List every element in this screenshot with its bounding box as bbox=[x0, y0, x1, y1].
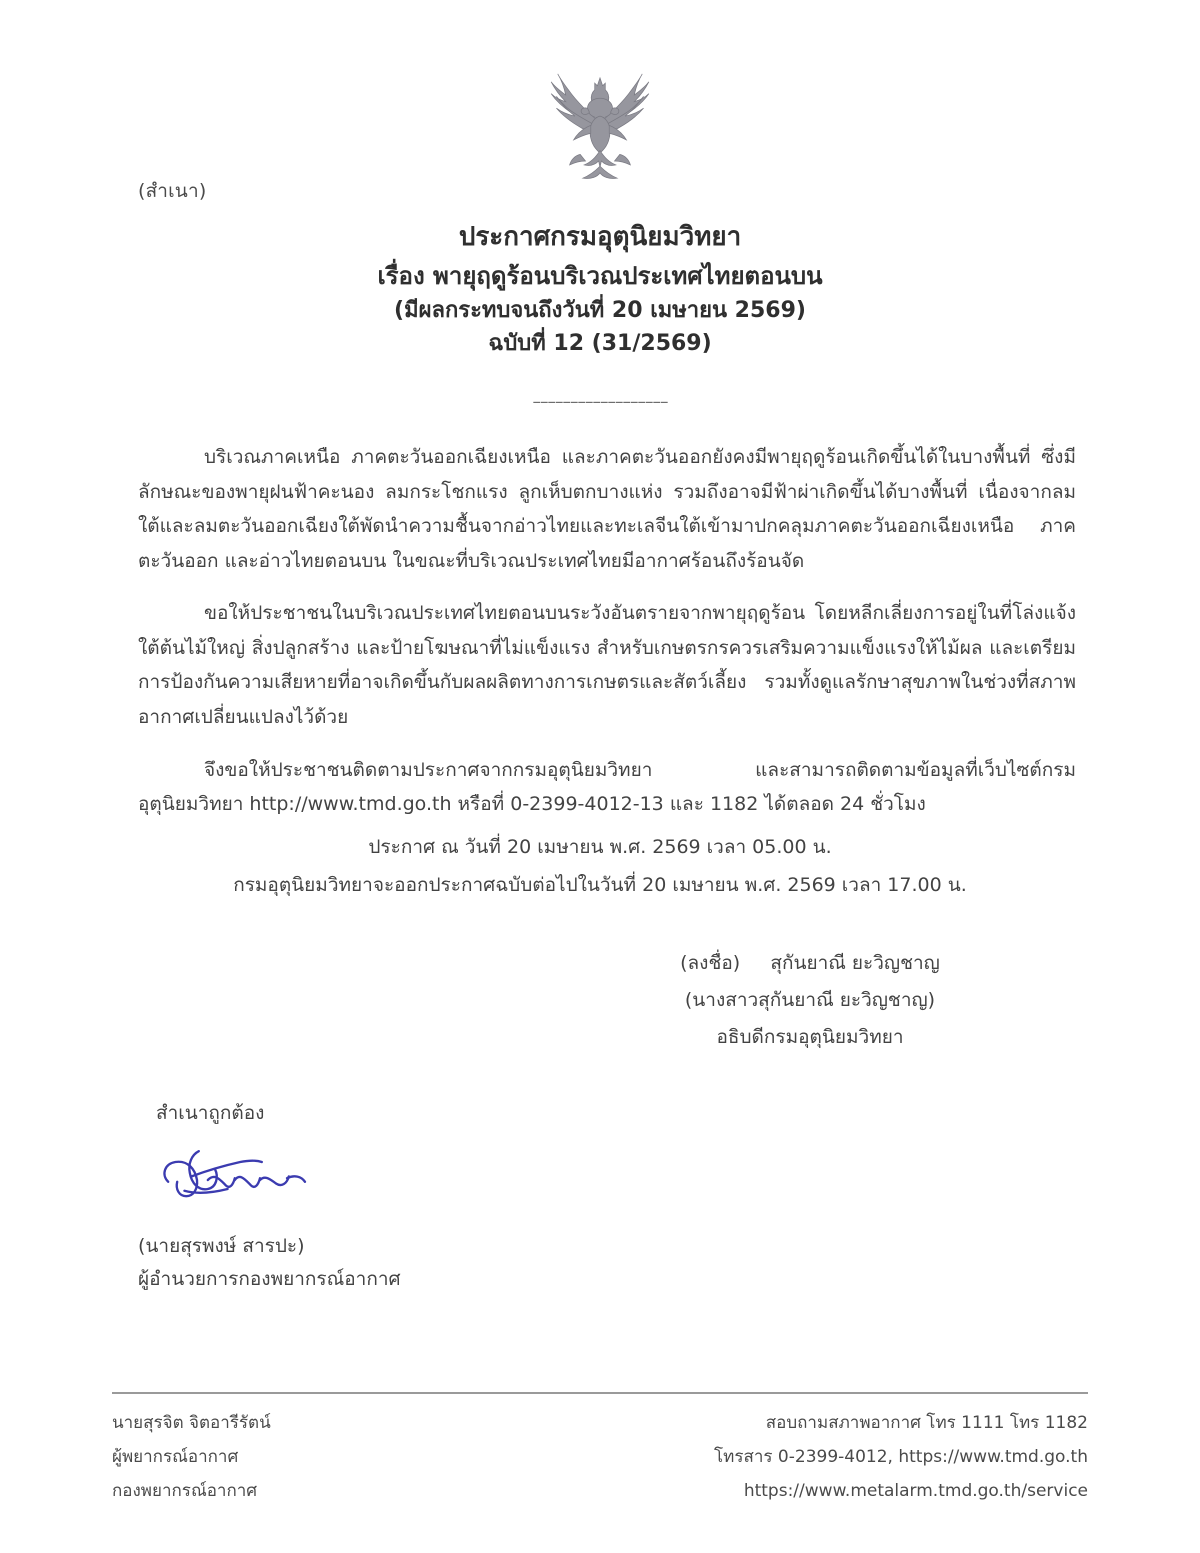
footer-phone-line: สอบถามสภาพอากาศ โทร 1111 โทร 1182 bbox=[765, 1413, 1088, 1433]
body-paragraph-2: ขอให้ประชาชนในบริเวณประเทศไทยตอนบนระวังอันตรายจากพายุฤดูร้อน โดยหลีกเลี่ยงการอยู่ในที่โล่งแจ้ง ใต้ต้นไม้ใหญ่ สิ่งปลูกสร้าง และป้ายโฆษณาที่ไม่แข็งแรง สำหรับเกษตรกรควรเสริมความแข็งแรงให้ไม้ผล และเตรียมการป้องกันความเสียหายที่อาจเกิดขึ้นกับผลผลิตทางการเกษตรและสัตว์เลี้ยง รวมทั้งดูแลรักษาสุขภาพในช่วงที่สภาพอากาศเปลี่ยนแปลงไว้ด้วย bbox=[138, 602, 1076, 729]
copy-marker: (สำเนา) bbox=[138, 180, 207, 202]
title-issue-number: ฉบับที่ 12 (31/2569) bbox=[488, 331, 712, 357]
body-paragraph-3: จึงขอให้ประชาชนติดตามประกาศจากกรมอุตุนิยมวิทยา และสามารถติดตามข้อมูลที่เว็บไซต์กรมอุตุนิยมวิทยา http://www.tmd.go.th หรือที่ 0-2399-4012-13 และ 1182 ได้ตลอด 24 ชั่วโมง bbox=[138, 758, 1076, 816]
footer-forecaster-name: นายสุรจิต จิตอารีรัตน์ bbox=[112, 1413, 271, 1433]
certified-copy-block bbox=[138, 1098, 558, 1297]
title-effective-date: (มีผลกระทบจนถึงวันที่ 20 เมษายน 2569) bbox=[394, 297, 806, 323]
footer-fax-website-line: โทรสาร 0-2399-4012, https://www.tmd.go.th bbox=[714, 1447, 1088, 1467]
footer-left-column bbox=[112, 1406, 271, 1508]
signer-position: อธิบดีกรมอุตุนิยมวิทยา bbox=[716, 1026, 904, 1049]
garuda-emblem bbox=[534, 62, 666, 194]
next-issue-datetime: กรมอุตุนิยมวิทยาจะออกประกาศฉบับต่อไปในวันที่ 20 เมษายน พ.ศ. 2569 เวลา 17.00 น. bbox=[233, 874, 967, 896]
signed-by-line: (ลงชื่อ) สุกันยาณี ยะวิญชาญ bbox=[680, 952, 940, 974]
title-block bbox=[0, 218, 1200, 361]
certifier-role: ผู้อำนวยการกองพยากรณ์อากาศ bbox=[138, 1268, 401, 1291]
issued-datetime: ประกาศ ณ วันที่ 20 เมษายน พ.ศ. 2569 เวลา 05.00 น. bbox=[368, 836, 832, 858]
announcement-dates bbox=[0, 828, 1200, 904]
footer-forecaster-division: กองพยากรณ์อากาศ bbox=[112, 1481, 258, 1501]
handwritten-signature-icon bbox=[152, 1132, 332, 1210]
footer-forecaster-role: ผู้พยากรณ์อากาศ bbox=[112, 1447, 239, 1467]
title-subject: เรื่อง พายุฤดูร้อนบริเวณประเทศไทยตอนบน bbox=[377, 261, 823, 290]
signer-printed-name: (นางสาวสุกันยาณี ยะวิญชาญ) bbox=[684, 989, 936, 1012]
certified-copy-label: สำเนาถูกต้อง bbox=[156, 1102, 265, 1124]
footer-service-url: https://www.metalarm.tmd.go.th/service bbox=[743, 1481, 1088, 1501]
page-title: ประกาศกรมอุตุนิยมวิทยา bbox=[458, 222, 742, 252]
certifier-name: (นายสุรพงษ์ สารปะ) bbox=[138, 1235, 305, 1257]
title-divider: –––––––––––––––––– bbox=[532, 392, 668, 412]
body-paragraph-1: บริเวณภาคเหนือ ภาคตะวันออกเฉียงเหนือ และภาคตะวันออกยังคงมีพายุฤดูร้อนเกิดขึ้นได้ในบางพื้นที่ ซึ่งมีลักษณะของพายุฝนฟ้าคะนอง ลมกระโชกแรง ลูกเห็บตกบางแห่ง รวมถึงอาจมีฟ้าผ่าเกิดขึ้นได้บางพื้นที่ เนื่องจากลมใต้และลมตะวันออกเฉียงใต้พัดนำความชื้นจากอ่าวไทยและทะเลจีนใต้เข้ามาปกคลุมภาคตะวันออกเฉียงเหนือ ภาคตะวันออก และอ่าวไทยตอนบน ในขณะที่บริเวณประเทศไทยมีอากาศร้อนถึงร้อนจัด bbox=[138, 446, 1076, 572]
body-block bbox=[138, 440, 1076, 822]
footer bbox=[112, 1406, 1088, 1508]
footer-right-column bbox=[714, 1406, 1088, 1508]
signature-block bbox=[600, 945, 1020, 1056]
footer-divider bbox=[112, 1392, 1088, 1394]
emblem-container bbox=[0, 62, 1200, 194]
